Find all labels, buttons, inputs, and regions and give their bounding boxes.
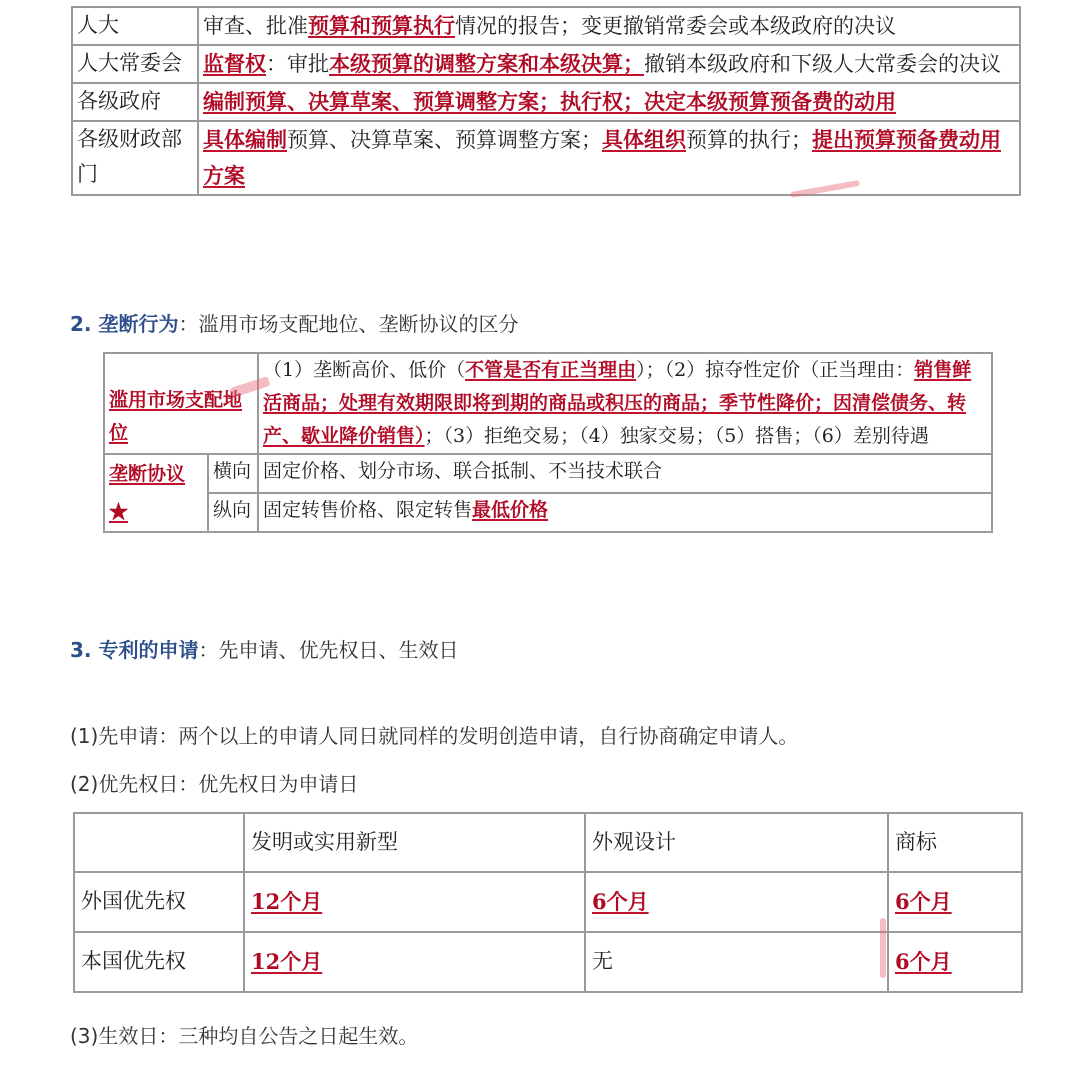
- table-cell: [585, 932, 888, 992]
- cell-text: 预算的执行；: [686, 128, 812, 152]
- row-content: [198, 83, 1020, 121]
- row-content: [198, 121, 1020, 195]
- section-subtitle: ：滥用市场支配地位、垄断协议的区分: [178, 312, 519, 336]
- horizontal-content-cell: [258, 454, 992, 493]
- highlighted-text: 提出预算预备费动用方案: [203, 127, 1001, 188]
- table-row: [104, 493, 992, 532]
- table-cell: [244, 872, 585, 932]
- column-header: 外观设计: [585, 813, 888, 872]
- highlighted-text: 具体编制: [203, 127, 287, 152]
- highlighted-text: 监督权: [203, 51, 266, 76]
- highlighted-text: 最低价格: [472, 499, 549, 521]
- row-label-abuse: [104, 353, 258, 454]
- cell-text: 审查、批准: [203, 14, 308, 38]
- row-content: [198, 7, 1020, 45]
- table-cell: [888, 872, 1022, 932]
- table-row: [72, 45, 1020, 83]
- row-label: 各级政府: [72, 83, 198, 121]
- monopoly-behavior-table: [103, 352, 993, 533]
- table-row: [104, 454, 992, 493]
- vertical-content-cell: [258, 493, 992, 532]
- table-row: [104, 353, 992, 454]
- cell-text: ）；（2）掠夺性定价（正当理由：: [636, 359, 915, 381]
- cell-text: 无: [592, 949, 613, 973]
- section-heading-patent: [70, 634, 458, 663]
- paragraph-first-to-file: (1)先申请：两个以上的申请人同日就同样的发明创造申请，自行协商确定申请人。: [70, 724, 799, 748]
- highlighted-text: 本级预算的调整方案和本级决算；: [329, 51, 644, 76]
- section-heading-monopoly: [70, 308, 518, 337]
- cell-text: 预算、决算草案、预算调整方案；: [287, 128, 602, 152]
- table-cell: [888, 932, 1022, 992]
- highlighted-text: 6个月: [592, 889, 649, 914]
- cell-text: ：审批: [266, 52, 329, 76]
- table-cell: [585, 872, 888, 932]
- sub-label-horizontal: 横向: [208, 454, 258, 493]
- highlighted-text: 具体组织: [602, 127, 686, 152]
- cell-text: ；（3）拒绝交易；（4）独家交易；（5）搭售；（6）差别待遇: [424, 425, 929, 447]
- table-row: [72, 83, 1020, 121]
- column-header: 发明或实用新型: [244, 813, 585, 872]
- column-header: 商标: [888, 813, 1022, 872]
- row-label: 外国优先权: [74, 872, 244, 932]
- paragraph-effective-date: (3)生效日：三种均自公告之日起生效。: [70, 1024, 419, 1048]
- section-subtitle: ：先申请、优先权日、生效日: [198, 638, 459, 662]
- cell-text: 固定转售价格、限定转售: [263, 499, 473, 521]
- scan-mark: [880, 918, 886, 978]
- row-content: [198, 45, 1020, 83]
- highlighted-text: 12个月: [251, 949, 323, 974]
- highlighted-text: 不管是否有正当理由: [465, 359, 637, 381]
- row-label: 各级财政部门: [72, 121, 198, 195]
- table-header-row: [74, 813, 1022, 872]
- row-label: 人大常委会: [72, 45, 198, 83]
- highlighted-text: 编制预算、决算草案、预算调整方案；执行权；决定本级预算预备费的动用: [203, 89, 896, 114]
- highlighted-text: 预算和预算执行: [308, 13, 455, 38]
- sub-label-vertical: 纵向: [208, 493, 258, 532]
- highlighted-text: 6个月: [895, 889, 952, 914]
- highlighted-text: 销售鲜活商品；处理有效期限即将到期的商品或积压的商品；季节性降价；因清偿债务、转产、歇业降价销售）: [263, 359, 972, 447]
- row-label: 人大: [72, 7, 198, 45]
- table-cell: [244, 932, 585, 992]
- paragraph-priority-date: (2)优先权日：优先权日为申请日: [70, 772, 359, 796]
- abuse-content-cell: [258, 353, 992, 454]
- section-number-title: 2. 垄断行为: [70, 312, 179, 336]
- cell-text: 撤销本级政府和下级人大常委会的决议: [644, 52, 1001, 76]
- highlighted-text: 6个月: [895, 949, 952, 974]
- cell-label-text: 垄断协议★: [109, 463, 186, 523]
- table-row: [72, 121, 1020, 195]
- cell-label-text: 滥用市场支配地位: [109, 389, 243, 444]
- row-label: 本国优先权: [74, 932, 244, 992]
- row-label-agreement: [104, 454, 208, 532]
- cell-text: 情况的报告；变更撤销常委会或本级政府的决议: [455, 14, 896, 38]
- cell-text: （1）垄断高价、低价（: [263, 359, 466, 381]
- table-row: [72, 7, 1020, 45]
- budget-authority-table: [71, 6, 1021, 196]
- section-number-title: 3. 专利的申请: [70, 638, 199, 662]
- column-header: [74, 813, 244, 872]
- highlighted-text: 12个月: [251, 889, 323, 914]
- cell-text: 固定价格、划分市场、联合抵制、不当技术联合: [263, 460, 663, 482]
